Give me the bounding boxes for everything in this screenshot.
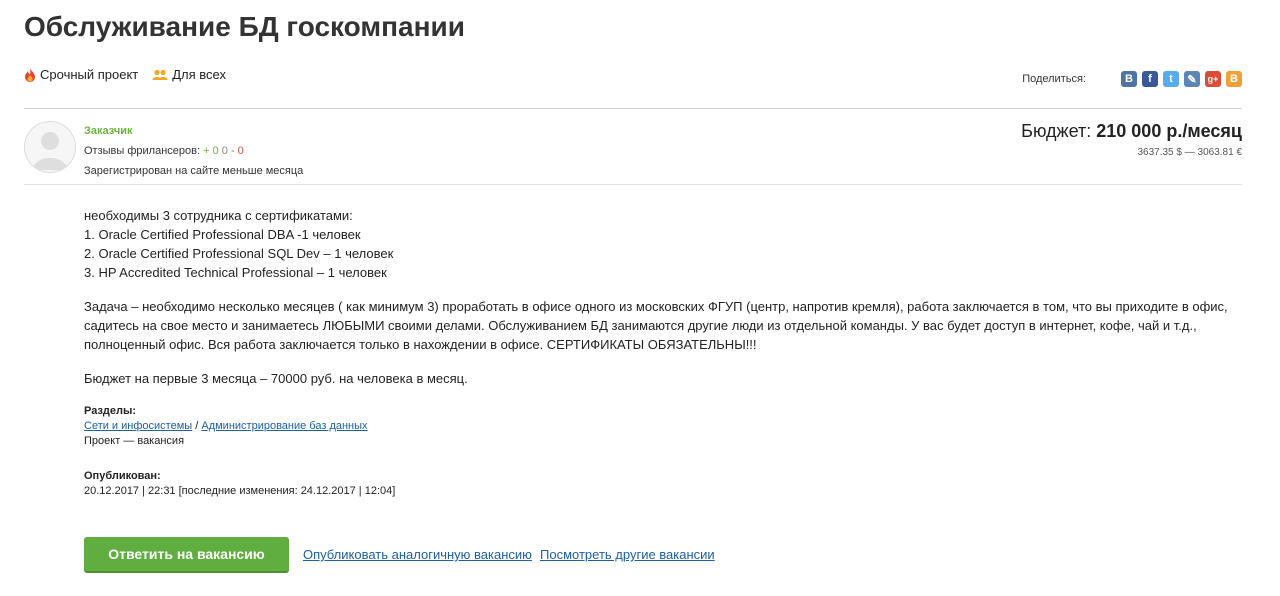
default-avatar-icon — [25, 122, 75, 172]
requirements-line: 1. Oracle Certified Professional DBA -1 человек — [84, 227, 361, 242]
customer-name[interactable]: Заказчик — [84, 125, 133, 137]
tag-urgent — [24, 67, 138, 82]
project-tags — [24, 67, 240, 82]
sections-block — [84, 404, 368, 449]
customer-info — [84, 121, 303, 181]
requirements-block — [84, 206, 1234, 282]
sections-label: Разделы: — [84, 405, 137, 417]
requirements-line: необходимы 3 сотрудника с сертификатами: — [84, 208, 353, 223]
budget-value: 210 000 р./месяц — [1096, 121, 1242, 141]
sections-links — [84, 419, 368, 434]
task-line: полноценный офис. Вся работа заключается только в нахождении в офисе. СЕРТИФИКАТЫ ОБЯЗАТЕЛЬНЫ!!! — [84, 337, 757, 352]
tag-for-all-label: Для всех — [172, 67, 226, 82]
users-icon — [152, 69, 168, 81]
blogger-icon[interactable]: B — [1226, 71, 1242, 87]
tag-for-all — [152, 67, 226, 82]
share-label: Поделиться: — [1022, 73, 1086, 85]
tag-urgent-label: Срочный проект — [40, 67, 139, 82]
googleplus-icon[interactable]: g+ — [1205, 71, 1221, 87]
budget-note: Бюджет на первые 3 месяца – 70000 руб. на человека в месяц. — [84, 371, 468, 386]
reviews-neutral[interactable]: 0 — [221, 145, 228, 157]
task-block — [84, 297, 1234, 354]
reviews-negative[interactable]: - 0 — [230, 145, 244, 157]
budget-main — [1021, 121, 1242, 142]
view-other-link[interactable]: Посмотреть другие вакансии — [540, 547, 715, 562]
share-bar — [1022, 71, 1242, 87]
page-title: Обслуживание БД госкомпании — [24, 11, 465, 42]
livejournal-icon[interactable]: ✎ — [1184, 71, 1200, 87]
registration-info: Зарегистрирован на сайте меньше месяца — [84, 165, 304, 177]
task-line: Задача – необходимо несколько месяцев ( как минимум 3) проработать в офисе одного из московских ФГУП (центр, напротив кремля), работа заключается в том, что вы приходите в офис, — [84, 299, 1228, 314]
section-separator: / — [195, 420, 199, 432]
divider-top — [24, 108, 1242, 109]
requirements-line: 2. Oracle Certified Professional SQL Dev – 1 человек — [84, 246, 394, 261]
reviews-line — [84, 141, 303, 161]
facebook-icon[interactable]: f — [1142, 71, 1158, 87]
published-label: Опубликован: — [84, 470, 161, 482]
project-description — [84, 206, 1234, 403]
divider-header — [24, 184, 1242, 185]
budget-label: Бюджет: — [1021, 121, 1092, 141]
task-line: садитесь на свое место и занимаетесь ЛЮБЫМИ своими делами. Обслуживанием БД занимаются другие люди из отдельной команды. У вас будет доступ в интернет, кофе, чай и т.д., — [84, 318, 1197, 333]
budget-block — [1021, 121, 1242, 158]
reviews-label: Отзывы фрилансеров: — [84, 145, 201, 157]
published-value: 20.12.2017 | 22:31 [последние изменения: 24.12.2017 | 12:04] — [84, 485, 396, 497]
publish-similar-link[interactable]: Опубликовать аналогичную вакансию — [303, 547, 532, 562]
published-block — [84, 469, 395, 499]
budget-conversion: 3637.35 $ — 3063.81 € — [1137, 147, 1242, 158]
requirements-line: 3. HP Accredited Technical Professional – 1 человек — [84, 265, 387, 280]
twitter-icon[interactable]: t — [1163, 71, 1179, 87]
fire-icon — [24, 68, 36, 82]
section-link-db-admin[interactable]: Администрирование баз данных — [201, 420, 368, 432]
reply-button[interactable]: Ответить на вакансию — [84, 537, 289, 573]
section-link-networks[interactable]: Сети и инфосистемы — [84, 420, 193, 432]
vk-icon[interactable]: B — [1121, 71, 1137, 87]
project-type: Проект — вакансия — [84, 435, 185, 447]
reviews-positive[interactable]: + 0 — [203, 145, 219, 157]
avatar[interactable] — [24, 121, 76, 173]
